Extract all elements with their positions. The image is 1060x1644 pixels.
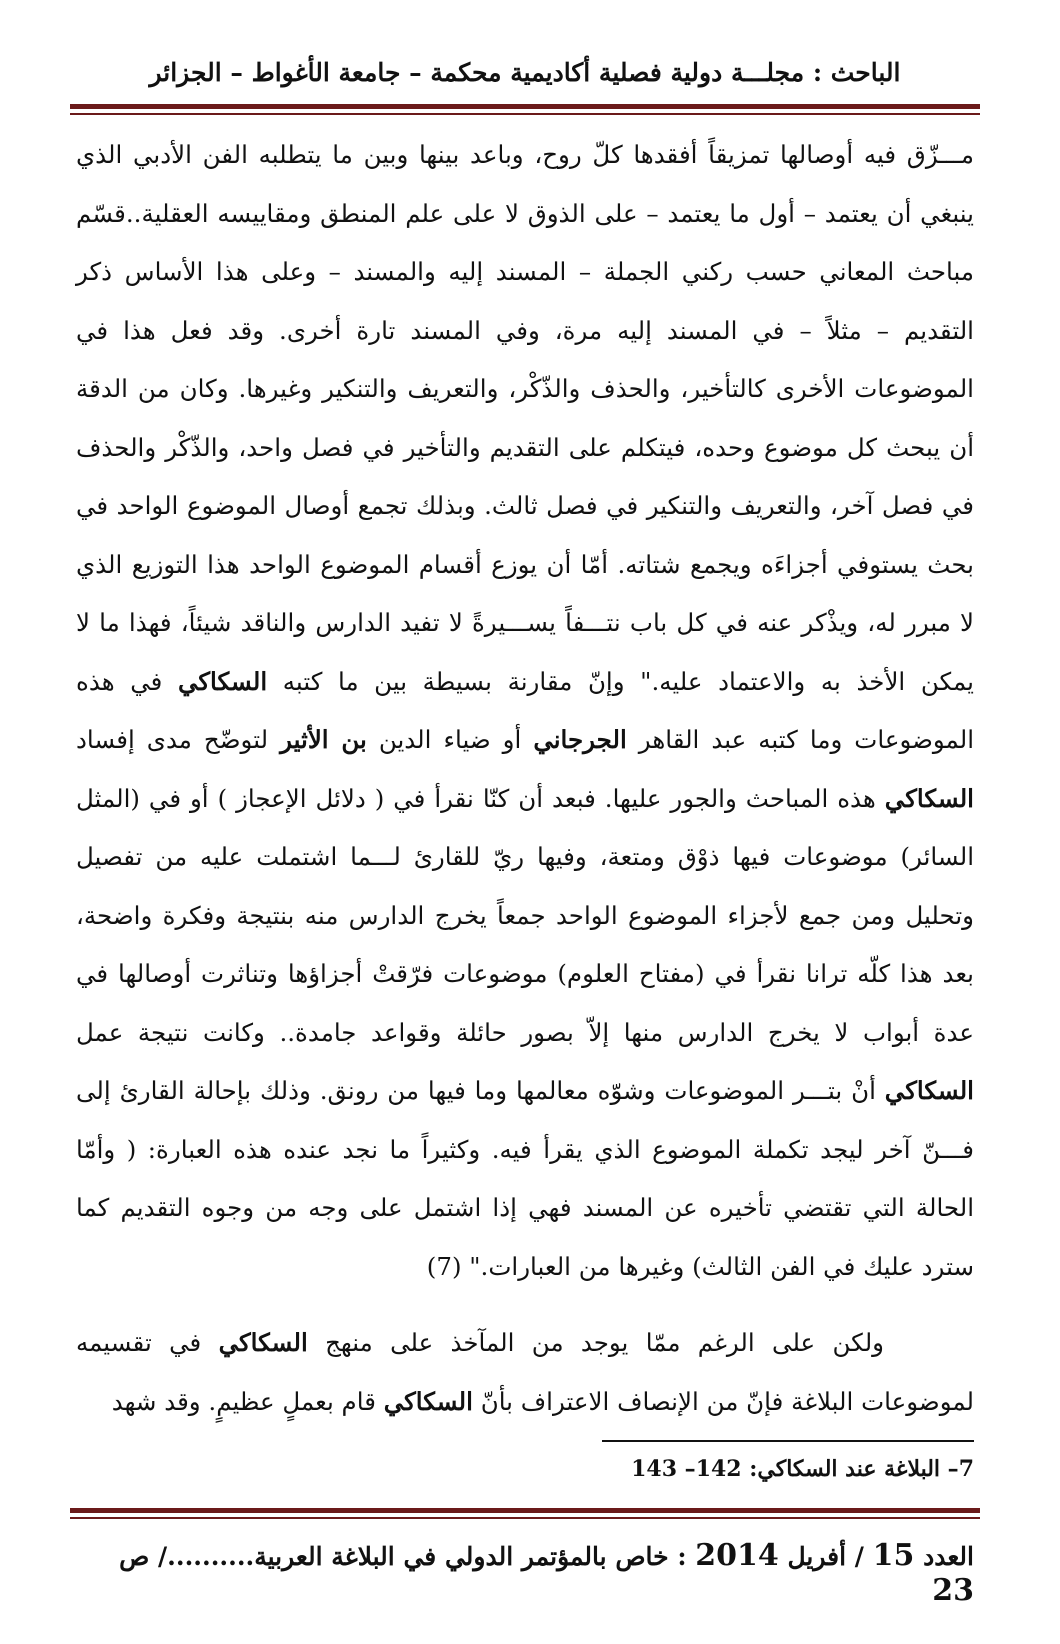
footer-rule-thick [70,1508,980,1513]
name-sakkaki: السكاكي [884,783,974,813]
article-body [76,126,974,1431]
header-rule-thin [70,113,980,115]
text-run: ولكن على الرغم ممّا يوجد من المآخذ على منهج [307,1328,884,1357]
paragraph-1 [76,126,974,1296]
footer-separator: / [846,1542,873,1571]
issue-month: أفريل [787,1542,847,1571]
header-rule-thick [70,104,980,109]
text-run: أو ضياء الدين [366,725,534,754]
footnote-separator [602,1440,974,1442]
paragraph-2 [76,1314,974,1431]
text-run: في هذه الموضوعات وما كتبه عبد القاهر [76,666,974,754]
text-run: لتوضّح مدى إفساد [76,725,281,754]
footnote [76,1456,974,1482]
page-number: 23 [932,1573,974,1608]
name-ibn-al-athir: بن الأثير [280,725,367,754]
issue-label: العدد [923,1542,974,1571]
name-sakkaki: السكاكي [177,666,268,696]
header-title: الباحث : مجلـــة دولية فصلية أكاديمية محكمة – جامعة الأغواط – الجزائر [149,58,901,87]
name-sakkaki: السكاكي [218,1328,308,1357]
text-run: مـــزّق فيه أوصالها تمزيقاً أفقدها كلّ روح، وباعد بينها وبين ما يتطلبه الفن الأدبي الذي ينبغي أن يعتمد – أول ما يعتمد – على الذوق لا على علم المنطق ومقاييسه العقلية..قسّم مباحث المعاني حسب ركني الجملة – المسند إليه والمسند – وعلى هذا الأساس ذكر التقديم – مثلاً – في المسند إليه مرة، وفي المسند تارة أخرى. وقد فعل هذا في الموضوعات الأخرى كالتأخير، والحذف والذّكْر، والتعريف والتنكير وغيرها. وكان من الدقة أن يبحث كل موضوع وحده، فيتكلم على التقديم والتأخير في فصل واحد، والذّكْر والحذف في فصل آخر، والتعريف والتنكير في فصل ثالث. وبذلك تجمع أوصال الموضوع الواحد في بحث يستوفي أجزاءَه ويجمع شتاته. أمّا أن يوزع أقسام الموضوع الواحد هذا التوزيع الذي لا مبرر له، ويذْكر عنه في كل باب نتـــفاً يســـيرةً لا تفيد الدارس والناقد شيئاً، فهذا ما لا يمكن الأخذ به والاعتماد عليه." وإنّ مقارنة بسيطة بين ما كتبه [76,140,974,696]
special-issue-text: : خاص بالمؤتمر الدولي في البلاغة العربية........../ ص [119,1542,687,1571]
name-jurjani: الجرجاني [533,725,627,754]
footer-rule-thin [70,1517,980,1519]
issue-year: 2014 [695,1538,779,1573]
text-run: في تقسيمه لموضوعات البلاغة فإنّ من الإنصاف الاعتراف بأنّ [76,1328,974,1416]
text-run: أنْ بتـــر الموضوعات وشوّه معالمها وما فيها من رونق. وذلك بإحالة القارئ إلى فـــنّ آخر ليجد تكملة الموضوع الذي يقرأ فيه. وكثيراً ما نجد عنده هذه العبارة: ( وأمّا الحالة التي تقتضي تأخيره عن المسند فهي إذا اشتمل على وجه من وجوه التقديم كما سترد عليك في الفن الثالث) وغيرها من العبارات." (7) [76,1076,974,1281]
name-sakkaki: السكاكي [884,1076,974,1105]
text-run: قام بعملٍ عظيمٍ. وقد شهد [111,1386,384,1416]
issue-number: 15 [872,1538,915,1573]
running-header [70,58,980,87]
running-footer [76,1538,974,1608]
text-run: هذه المباحث والجور عليها. فبعد أن كنّا نقرأ في ( دلائل الإعجاز ) أو في (المثل السائر) موضوعات فيها ذوْق ومتعة، وفيها ريّ للقارئ لـــما اشتملت عليه من تفصيل وتحليل ومن جمع لأجزاء الموضوع الواحد جمعاً يخرج الدارس منه بنتيجة وفكرة واضحة، بعد هذا كلّه ترانا نقرأ في (مفتاح العلوم) موضوعات فرّقتْ أجزاؤها وتناثرت أوصالها في عدة أبواب لا يخرج الدارس منها إلاّ بصور حائلة وقواعد جامدة.. وكانت نتيجة عمل [76,783,974,1047]
name-sakkaki: السكاكي [383,1386,473,1416]
footnote-text: 7– البلاغة عند السكاكي: 142– 143 [631,1456,974,1482]
